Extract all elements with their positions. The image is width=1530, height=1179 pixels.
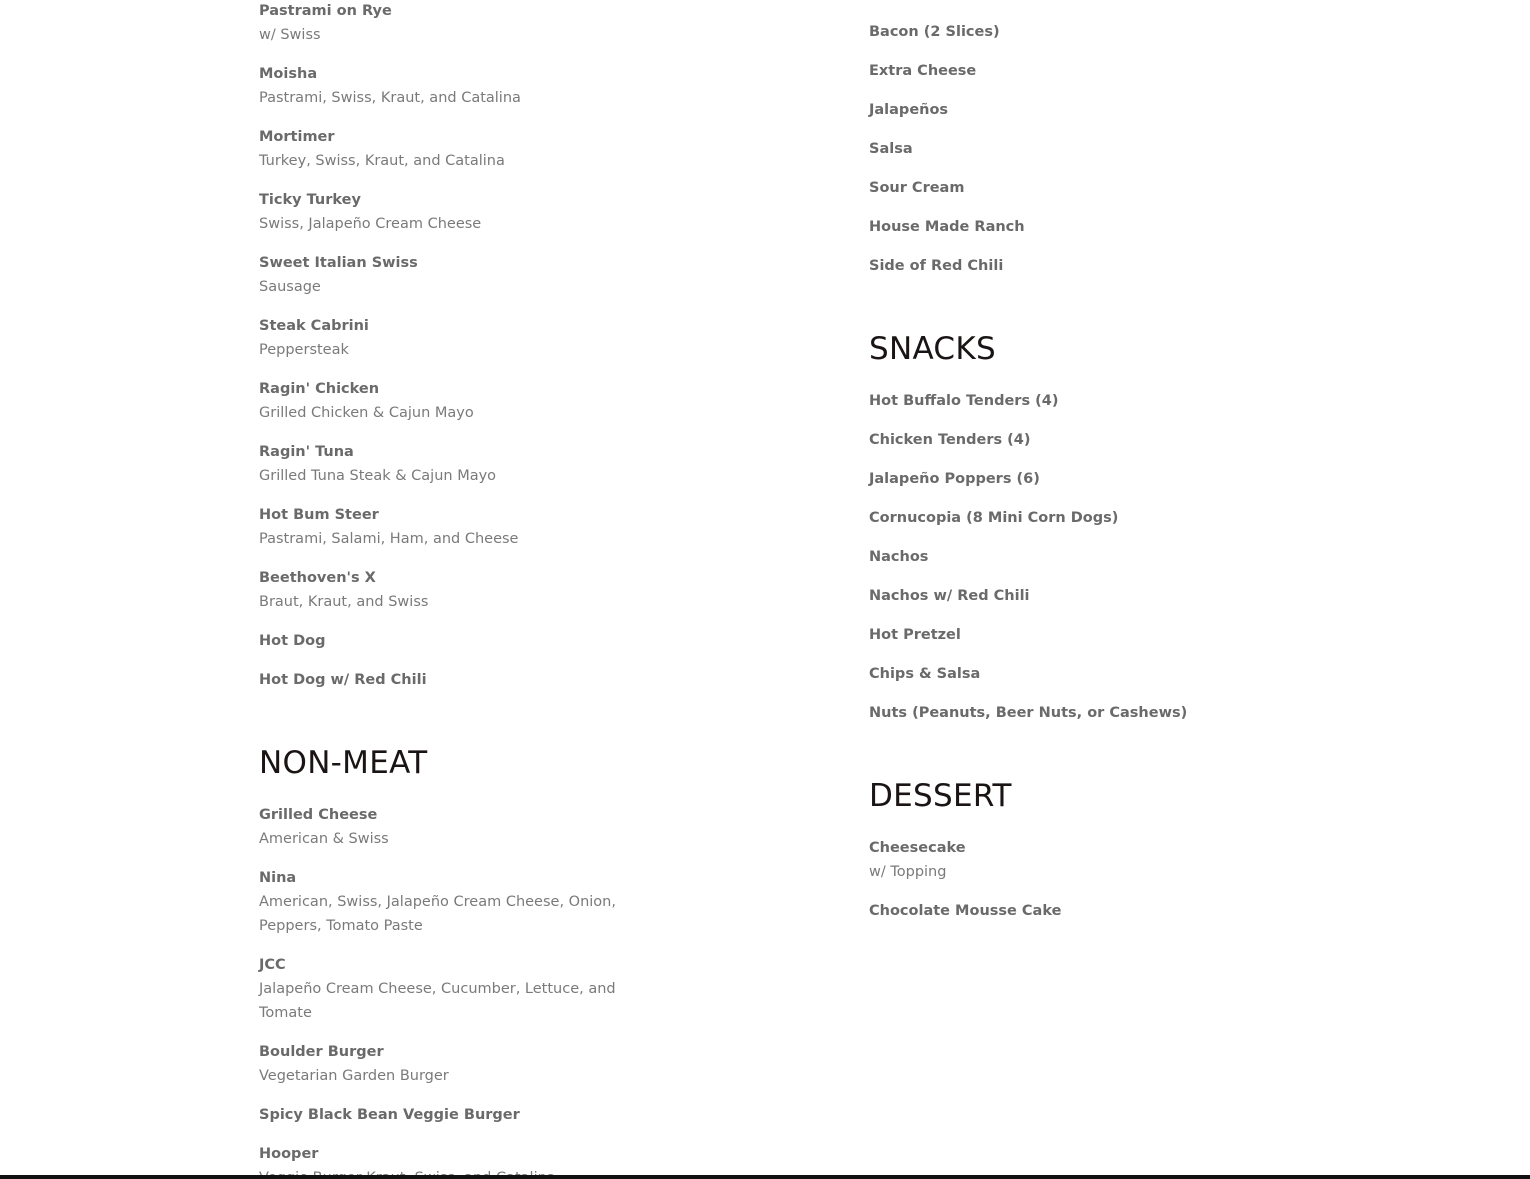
menu-item-name: Nachos w/ Red Chili — [869, 588, 1030, 604]
section-title-snacks: SNACKS — [869, 331, 996, 367]
menu-item — [259, 62, 659, 110]
section-title-non-meat: NON-MEAT — [259, 745, 428, 781]
menu-item-name: Nina — [259, 870, 297, 886]
menu-item-name: Chips & Salsa — [869, 666, 981, 682]
menu-item — [259, 377, 659, 425]
menu-item-name: Chicken Tenders (4) — [869, 432, 1031, 448]
menu-item — [869, 545, 1269, 569]
menu-item-name: Sour Cream — [869, 180, 965, 196]
menu-item-description: American & Swiss — [259, 831, 389, 847]
menu-item — [259, 440, 659, 488]
menu-item-name: Ragin' Tuna — [259, 444, 354, 460]
menu-item-name: Jalapeños — [869, 102, 949, 118]
menu-item-name: Spicy Black Bean Veggie Burger — [259, 1107, 520, 1123]
section-title-dessert: DESSERT — [869, 778, 1012, 814]
menu-item-description: Peppersteak — [259, 342, 349, 358]
menu-item — [869, 428, 1269, 452]
menu-item — [259, 803, 659, 851]
menu-item — [259, 1103, 659, 1127]
menu-item-name: House Made Ranch — [869, 219, 1025, 235]
menu-item-description: Grilled Tuna Steak & Cajun Mayo — [259, 468, 497, 484]
menu-item-description: Braut, Kraut, and Swiss — [259, 594, 429, 610]
menu-item-name: Grilled Cheese — [259, 807, 378, 823]
menu-item-name: Boulder Burger — [259, 1044, 384, 1060]
menu-item-description: Jalapeño Cream Cheese, Cucumber, Lettuce, and Tomate — [259, 981, 616, 1021]
menu-item — [259, 1040, 659, 1088]
menu-item-name: Chocolate Mousse Cake — [869, 903, 1062, 919]
menu-item — [259, 953, 629, 1025]
menu-item-name: Mortimer — [259, 129, 335, 145]
menu-item-description: Vegetarian Garden Burger — [259, 1068, 449, 1084]
menu-item — [869, 389, 1269, 413]
menu-item-name: Cornucopia (8 Mini Corn Dogs) — [869, 510, 1119, 526]
menu-item-name: Ragin' Chicken — [259, 381, 380, 397]
menu-item-name: Hot Buffalo Tenders (4) — [869, 393, 1059, 409]
menu-item-name: Steak Cabrini — [259, 318, 369, 334]
menu-item-name: Hooper — [259, 1146, 319, 1162]
menu-item — [259, 0, 659, 47]
menu-item — [869, 20, 1269, 44]
menu-item-description: American, Swiss, Jalapeño Cream Cheese, Onion, Peppers, Tomato Paste — [259, 894, 616, 934]
menu-item-name: Jalapeño Poppers (6) — [869, 471, 1040, 487]
menu-item-name: Beethoven's X — [259, 570, 376, 586]
menu-item-name: Hot Bum Steer — [259, 507, 379, 523]
menu-item — [869, 467, 1269, 491]
menu-item-name: Cheesecake — [869, 840, 966, 856]
menu-item — [259, 866, 629, 938]
menu-item — [869, 899, 1269, 923]
menu-item — [259, 188, 659, 236]
menu-item-description: Swiss, Jalapeño Cream Cheese — [259, 216, 482, 232]
menu-item — [869, 623, 1269, 647]
menu-item-description: Sausage — [259, 279, 321, 295]
menu-item-name: Extra Cheese — [869, 63, 977, 79]
menu-item-name: Nachos — [869, 549, 929, 565]
menu-item — [259, 251, 659, 299]
menu-item-description: Pastrami, Swiss, Kraut, and Catalina — [259, 90, 521, 106]
menu-item-name: Hot Dog w/ Red Chili — [259, 672, 427, 688]
menu-item — [869, 701, 1269, 725]
menu-item-description: Turkey, Swiss, Kraut, and Catalina — [259, 153, 505, 169]
menu-item — [259, 1142, 659, 1179]
page-bottom-border — [0, 1175, 1530, 1179]
menu-item-description: w/ Swiss — [259, 27, 321, 43]
menu-item-description: Grilled Chicken & Cajun Mayo — [259, 405, 474, 421]
menu-item — [259, 629, 659, 653]
menu-item — [869, 59, 1269, 83]
menu-item-name: Hot Dog — [259, 633, 326, 649]
menu-item — [259, 668, 659, 692]
menu-item — [869, 836, 1269, 884]
menu-item-name: Nuts (Peanuts, Beer Nuts, or Cashews) — [869, 705, 1188, 721]
menu-item-name: Ticky Turkey — [259, 192, 361, 208]
menu-item — [869, 215, 1269, 239]
menu-item — [869, 137, 1269, 161]
menu-item — [259, 125, 659, 173]
menu-item-description: w/ Topping — [869, 864, 947, 880]
menu-item — [869, 254, 1269, 278]
menu-item-name: Moisha — [259, 66, 318, 82]
menu-item-name: Hot Pretzel — [869, 627, 961, 643]
menu-item-name: Side of Red Chili — [869, 258, 1004, 274]
menu-item-description: Pastrami, Salami, Ham, and Cheese — [259, 531, 519, 547]
menu-item — [259, 503, 659, 551]
menu-item — [259, 314, 659, 362]
menu-item — [869, 506, 1269, 530]
menu-item — [259, 566, 659, 614]
menu-item-name: JCC — [259, 957, 286, 973]
menu-item-name: Sweet Italian Swiss — [259, 255, 418, 271]
menu-item — [869, 584, 1269, 608]
menu-item-name: Pastrami on Rye — [259, 3, 392, 19]
menu-item-name: Salsa — [869, 141, 913, 157]
menu-item — [869, 662, 1269, 686]
menu-item-name: Bacon (2 Slices) — [869, 24, 1000, 40]
menu-item — [869, 98, 1269, 122]
menu-item — [869, 176, 1269, 200]
